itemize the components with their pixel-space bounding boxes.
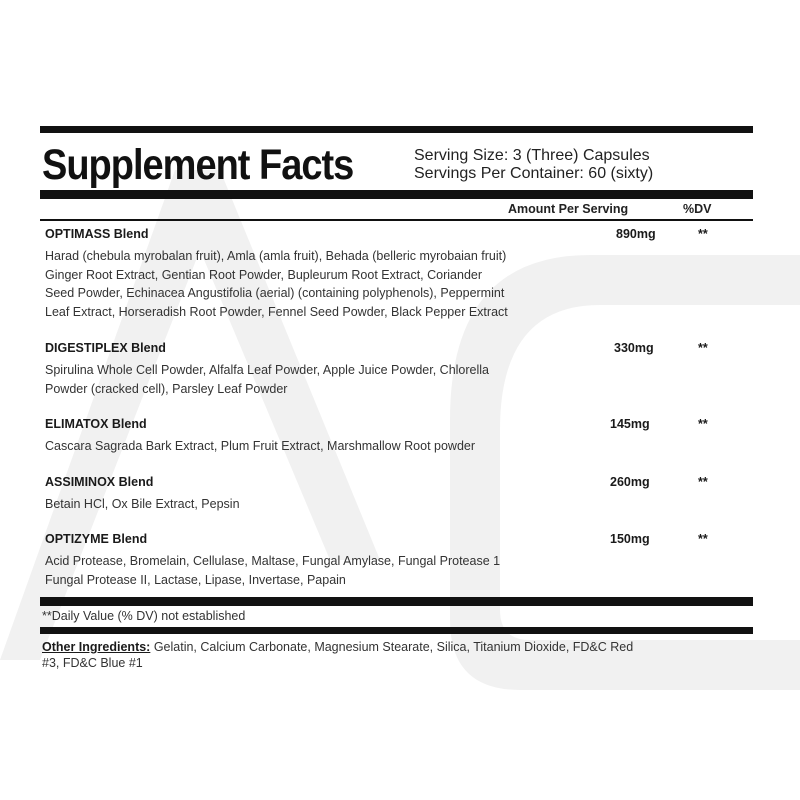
other-ingredients-text: Gelatin, Calcium Carbonate, Magnesium Stearate, Silica, Titanium Dioxide, FD&C Red xyxy=(153,640,634,654)
ingredient-line: Spirulina Whole Cell Powder, Alfalfa Leaf Powder, Apple Juice Powder, Chlorella xyxy=(45,363,490,377)
header-rule xyxy=(40,190,753,199)
ingredient-line: Acid Protease, Bromelain, Cellulase, Maltase, Fungal Amylase, Fungal Protease 1 xyxy=(45,554,501,568)
blend-name: OPTIMASS Blend xyxy=(45,227,149,241)
ingredient-line: Seed Powder, Echinacea Angustifolia (aerial) (containing polyphenols), Peppermint xyxy=(45,286,505,300)
column-amount: Amount Per Serving xyxy=(508,202,629,216)
facts-header xyxy=(40,133,753,190)
servings-per-container: Servings Per Container: 60 (sixty) xyxy=(414,165,654,182)
blend-name: OPTIZYME Blend xyxy=(45,532,148,546)
dv-footnote-text: **Daily Value (% DV) not established xyxy=(42,609,246,623)
other-ingredients-label: Other Ingredients: xyxy=(42,640,151,654)
dv-footnote xyxy=(40,606,753,627)
blend-list xyxy=(40,221,753,597)
column-dv: %DV xyxy=(683,202,712,216)
top-rule xyxy=(40,126,753,133)
ingredient-line: Cascara Sagrada Bark Extract, Plum Fruit Extract, Marshmallow Root powder xyxy=(45,439,476,453)
blend-ingredients xyxy=(45,495,240,514)
supplement-facts-panel xyxy=(40,126,753,671)
other-ingredients-line: #3, FD&C Blue #1 xyxy=(42,656,143,670)
blend-ingredients xyxy=(45,437,475,456)
column-headers xyxy=(40,199,753,219)
blend-name: ASSIMINOX Blend xyxy=(45,475,154,489)
blend-name: DIGESTIPLEX Blend xyxy=(45,341,166,355)
blend-ingredients xyxy=(45,247,508,321)
blend-amount: 260mg xyxy=(610,475,650,489)
blend-ingredients xyxy=(45,552,500,589)
blend-name: ELIMATOX Blend xyxy=(45,417,147,431)
blend-dv: ** xyxy=(698,532,708,546)
blend-dv: ** xyxy=(698,417,708,431)
ingredient-line: Fungal Protease II, Lactase, Lipase, Invertase, Papain xyxy=(45,572,346,587)
blend-dv: ** xyxy=(698,227,708,241)
serving-info xyxy=(414,147,653,183)
blend-ingredients xyxy=(45,361,489,398)
blend-dv: ** xyxy=(698,475,708,489)
facts-title: Supplement Facts xyxy=(42,142,354,190)
ingredient-line: Ginger Root Extract, Gentian Root Powder, Bupleurum Root Extract, Coriander xyxy=(45,267,483,282)
serving-size: Serving Size: 3 (Three) Capsules xyxy=(414,147,650,164)
ingredient-line: Harad (chebula myrobalan fruit), Amla (amla fruit), Behada (belleric myrobaian fruit) xyxy=(45,249,507,263)
other-ingredients-line xyxy=(42,639,753,655)
blend-amount: 890mg xyxy=(616,227,656,241)
ingredient-line: Betain HCl, Ox Bile Extract, Pepsin xyxy=(45,497,240,511)
blend-amount: 145mg xyxy=(610,417,650,431)
blend-amount: 330mg xyxy=(614,341,654,355)
footnote-rule xyxy=(40,627,753,634)
blend-dv: ** xyxy=(698,341,708,355)
other-ingredients xyxy=(40,639,753,671)
blend-amount: 150mg xyxy=(610,532,650,546)
blend-bottom-rule xyxy=(40,597,753,606)
ingredient-line: Leaf Extract, Horseradish Root Powder, Fennel Seed Powder, Black Pepper Extract xyxy=(45,304,508,319)
ingredient-line: Powder (cracked cell), Parsley Leaf Powder xyxy=(45,381,288,396)
